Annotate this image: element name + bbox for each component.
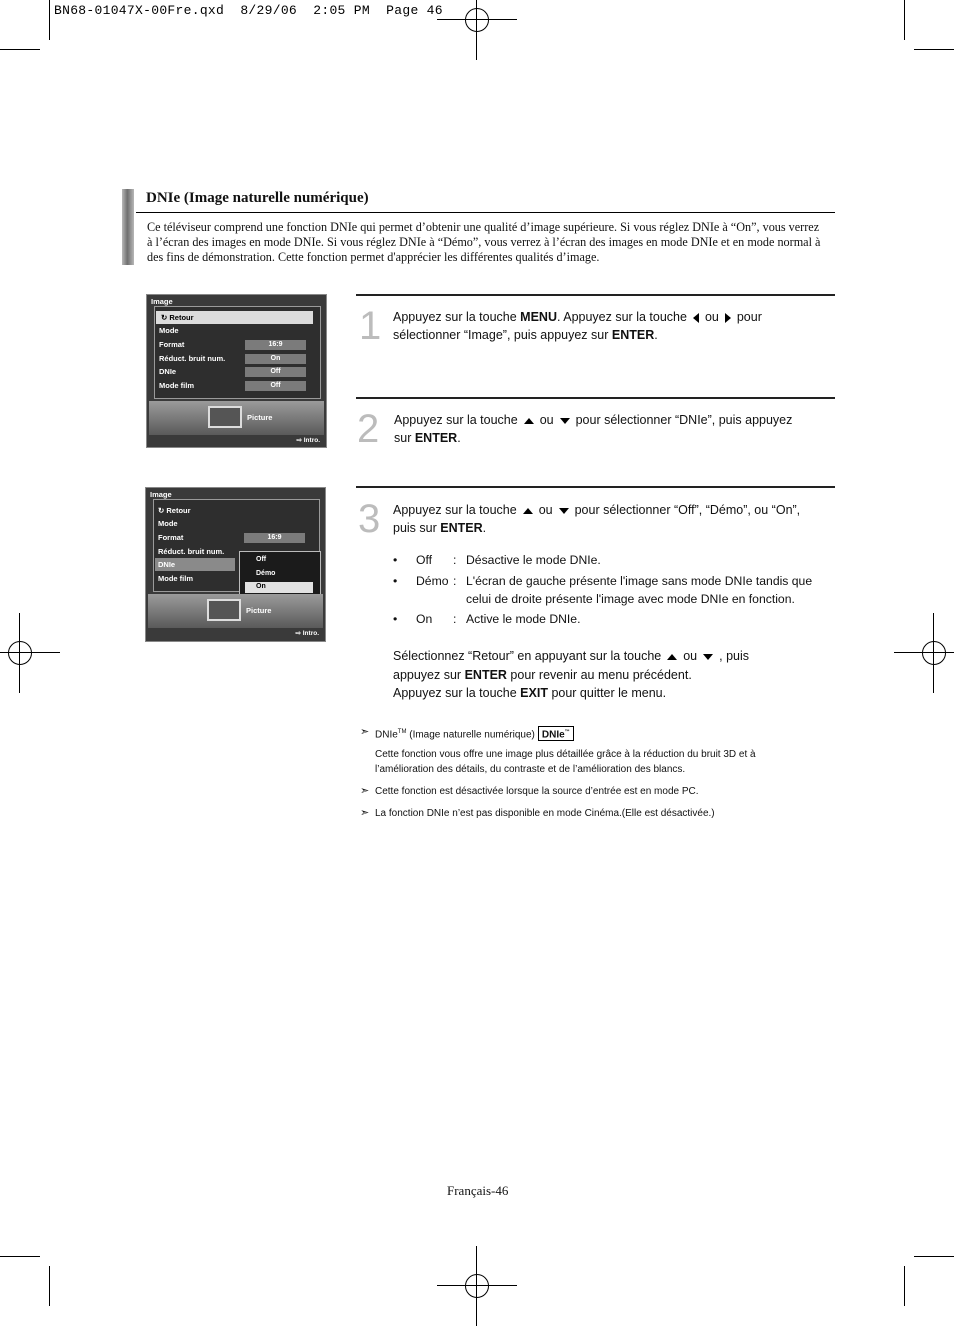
osd-bottom-bar xyxy=(149,401,324,435)
down-arrow-icon xyxy=(559,508,569,514)
osd-value-format: 16:9 xyxy=(244,533,305,543)
left-arrow-icon xyxy=(693,313,699,323)
osd-item-format: Format xyxy=(158,533,184,542)
section-bar xyxy=(122,189,134,265)
registration-mark-icon xyxy=(457,0,497,40)
osd-value-noise: On xyxy=(245,354,306,364)
osd-intro-label: ⇨ Intro. xyxy=(295,630,319,637)
up-arrow-icon xyxy=(523,508,533,514)
osd-option-off: Off xyxy=(256,556,267,563)
osd-intro-label: ⇨ Intro. xyxy=(296,437,320,444)
osd-item-mode: Mode xyxy=(159,326,179,335)
osd-value-format: 16:9 xyxy=(245,340,306,350)
note-arrow-icon: ➣ xyxy=(360,726,370,738)
step-divider xyxy=(356,486,835,488)
registration-mark-icon xyxy=(0,633,40,673)
section-divider xyxy=(136,212,835,213)
return-icon: ↻ xyxy=(161,313,170,322)
crop-mark xyxy=(914,49,954,50)
page-number: Français-46 xyxy=(447,1183,509,1198)
crop-mark xyxy=(904,0,905,40)
osd-bottom-bar xyxy=(148,594,323,628)
step-number: 3 xyxy=(358,497,381,541)
osd-item-mode: Mode xyxy=(158,519,178,528)
osd-item-dnie: DNIe xyxy=(158,560,176,569)
return-instructions: Sélectionnez “Retour” en appuyant sur la touche ou , puis appuyez sur ENTER pour revenir au menu précédent. Appuyez sur la touche EXIT pour quitter le menu. xyxy=(393,649,750,700)
osd-item-format: Format xyxy=(159,340,185,349)
up-arrow-icon xyxy=(524,418,534,424)
right-arrow-icon xyxy=(725,313,731,323)
step-1-text: Appuyez sur la touche MENU. Appuyez sur la touche ou pour sélectionner “Image”, puis appuyez sur ENTER. xyxy=(393,310,762,342)
dnie-logo: DNIe™ xyxy=(538,726,574,741)
osd-item-film: Mode film xyxy=(159,381,194,390)
registration-mark-icon xyxy=(457,1266,497,1306)
intro-icon: ⇨ xyxy=(295,630,303,637)
step-divider xyxy=(356,397,835,399)
osd-item-dnie: DNIe xyxy=(159,367,177,376)
osd-title: Image xyxy=(150,490,172,499)
osd-title: Image xyxy=(151,297,173,306)
print-header: BN68-01047X-00Fre.qxd 8/29/06 2:05 PM Page 46 xyxy=(54,3,443,18)
crop-mark xyxy=(49,0,50,40)
section-intro: Ce téléviseur comprend une fonction DNIe qui permet d’obtenir une qualité d’image supérieure. Si vous réglez DNIe à “On”, vous verrez à l’écran des images en mode DNIe. Si vous réglez DNIe à “Démo”, vous verrez à l’écran des images en mode DNIe et en mode normal à des fins de démonstration. Cette fonction permet d'apprécier les différentes qualités d’image. xyxy=(147,220,821,264)
osd-screen-image-menu xyxy=(146,294,327,448)
osd-picture-label: Picture xyxy=(247,413,273,422)
crop-mark xyxy=(914,1256,954,1257)
note-arrow-icon: ➣ xyxy=(360,807,370,819)
osd-value-dnie: Off xyxy=(245,367,306,377)
down-arrow-icon xyxy=(560,418,570,424)
step-2-text: Appuyez sur la touche ou pour sélectionner “DNIe”, puis appuyez sur ENTER. xyxy=(394,413,793,445)
picture-icon xyxy=(207,599,241,621)
section-title: DNIe (Image naturelle numérique) xyxy=(146,190,369,206)
crop-mark xyxy=(49,1266,50,1306)
osd-option-demo: Démo xyxy=(256,570,276,577)
intro-icon: ⇨ xyxy=(296,437,304,444)
osd-item-retour: ↻ Retour xyxy=(161,313,194,322)
up-arrow-icon xyxy=(667,654,677,660)
osd-item-film: Mode film xyxy=(158,574,193,583)
osd-menu xyxy=(154,306,321,399)
step-number: 1 xyxy=(359,304,382,348)
osd-screen-dnie-options xyxy=(145,487,326,642)
osd-item-retour: ↻ Retour xyxy=(158,506,191,515)
osd-picture-label: Picture xyxy=(246,606,272,615)
crop-mark xyxy=(0,1256,40,1257)
osd-option-on: On xyxy=(256,583,266,590)
osd-item-noise: Réduct. bruit num. xyxy=(158,547,225,556)
osd-item-noise: Réduct. bruit num. xyxy=(159,354,226,363)
osd-value-film: Off xyxy=(245,381,306,391)
picture-icon xyxy=(208,406,242,428)
step-divider xyxy=(356,294,835,296)
step-number: 2 xyxy=(357,407,380,451)
osd-menu xyxy=(153,499,320,592)
registration-mark-icon xyxy=(914,633,954,673)
note-arrow-icon: ➣ xyxy=(360,785,370,797)
down-arrow-icon xyxy=(703,654,713,660)
crop-mark xyxy=(0,49,40,50)
osd-dnie-popup xyxy=(239,551,321,599)
return-icon: ↻ xyxy=(158,506,167,515)
crop-mark xyxy=(904,1266,905,1306)
step-3-text: Appuyez sur la touche ou pour sélectionner “Off”, “Démo”, ou “On”, puis sur ENTER. xyxy=(393,503,801,535)
